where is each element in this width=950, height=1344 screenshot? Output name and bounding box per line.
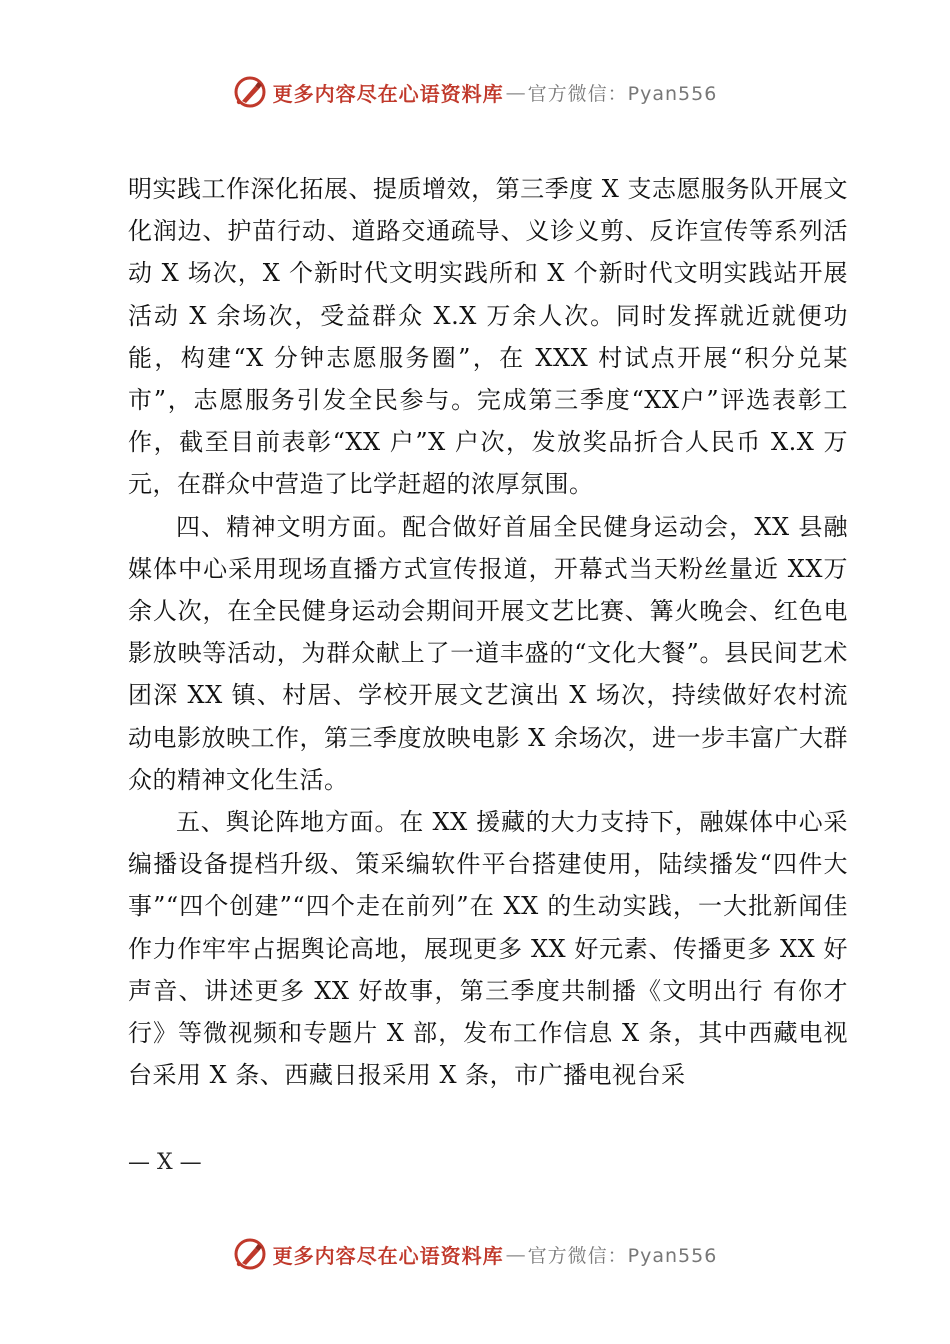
paragraph-continued: 明实践工作深化拓展、提质增效，第三季度 X 支志愿服务队开展文化润边、护苗行动、道路交通疏导、义诊义剪、反诈宣传等系列活动 X 场次，X 个新时代文明实践所和 X 个新时代文明实践站开展活动 X 余场次，受益群众 X.X 万余人次。同时发挥就近就便功能，构建“X 分钟志愿服务圈”，在 XXX 村试点开展“积分兑某市”，志愿服务引发全民参与。完成第三季度“XX户”评选表彰工作，截至目前表彰“XX 户”X 户次，发放奖品折合人民币 X.X 万元，在群众中营造了比学赶超的浓厚氛围。: [128, 175, 848, 499]
pen-nib-icon: [233, 75, 267, 109]
document-body: [128, 168, 848, 1096]
footer-watermark-banner: [0, 1232, 950, 1276]
paragraph-spiritual-civilization: 四、精神文明方面。配合做好首届全民健身运动会，XX 县融媒体中心采用现场直播方式宣传报道，开幕式当天粉丝量近 XX万余人次，在全民健身运动会期间开展文艺比赛、篝火晚会、红色电影放映等活动，为群众献上了一道丰盛的“文化大餐”。县民间艺术团深 XX 镇、村居、学校开展文艺演出 X 场次，持续做好农村流动电影放映工作，第三季度放映电影 X 余场次，进一步丰富广大群众的精神文化生活。: [128, 512, 848, 794]
contact-text: 官方微信：Pyan556: [527, 82, 718, 105]
pen-nib-icon: [233, 1237, 267, 1271]
contact-text: 官方微信：Pyan556: [527, 1244, 718, 1267]
banner-separator: —: [505, 1242, 526, 1266]
promo-text: 更多内容尽在心语资料库: [272, 81, 504, 106]
paragraph-public-opinion: 五、舆论阵地方面。在 XX 援藏的大力支持下，融媒体中心采编播设备提档升级、策采编软件平台搭建使用，陆续播发“四件大事”“四个创建”“四个走在前列”在 XX 的生动实践，一大批新闻佳作力作牢牢占据舆论高地，展现更多 XX 好元素、传播更多 XX 好声音、讲述更多 XX 好故事，第三季度共制播《文明出行 有你才行》等微视频和专题片 X 部，发布工作信息 X 条，其中西藏电视台采用 X 条、西藏日报采用 X 条，市广播电视台采: [128, 808, 848, 1090]
promo-text: 更多内容尽在心语资料库: [272, 1243, 504, 1268]
banner-separator: —: [505, 80, 526, 104]
page-number: — X —: [128, 1150, 202, 1175]
header-watermark-banner: [0, 70, 950, 114]
